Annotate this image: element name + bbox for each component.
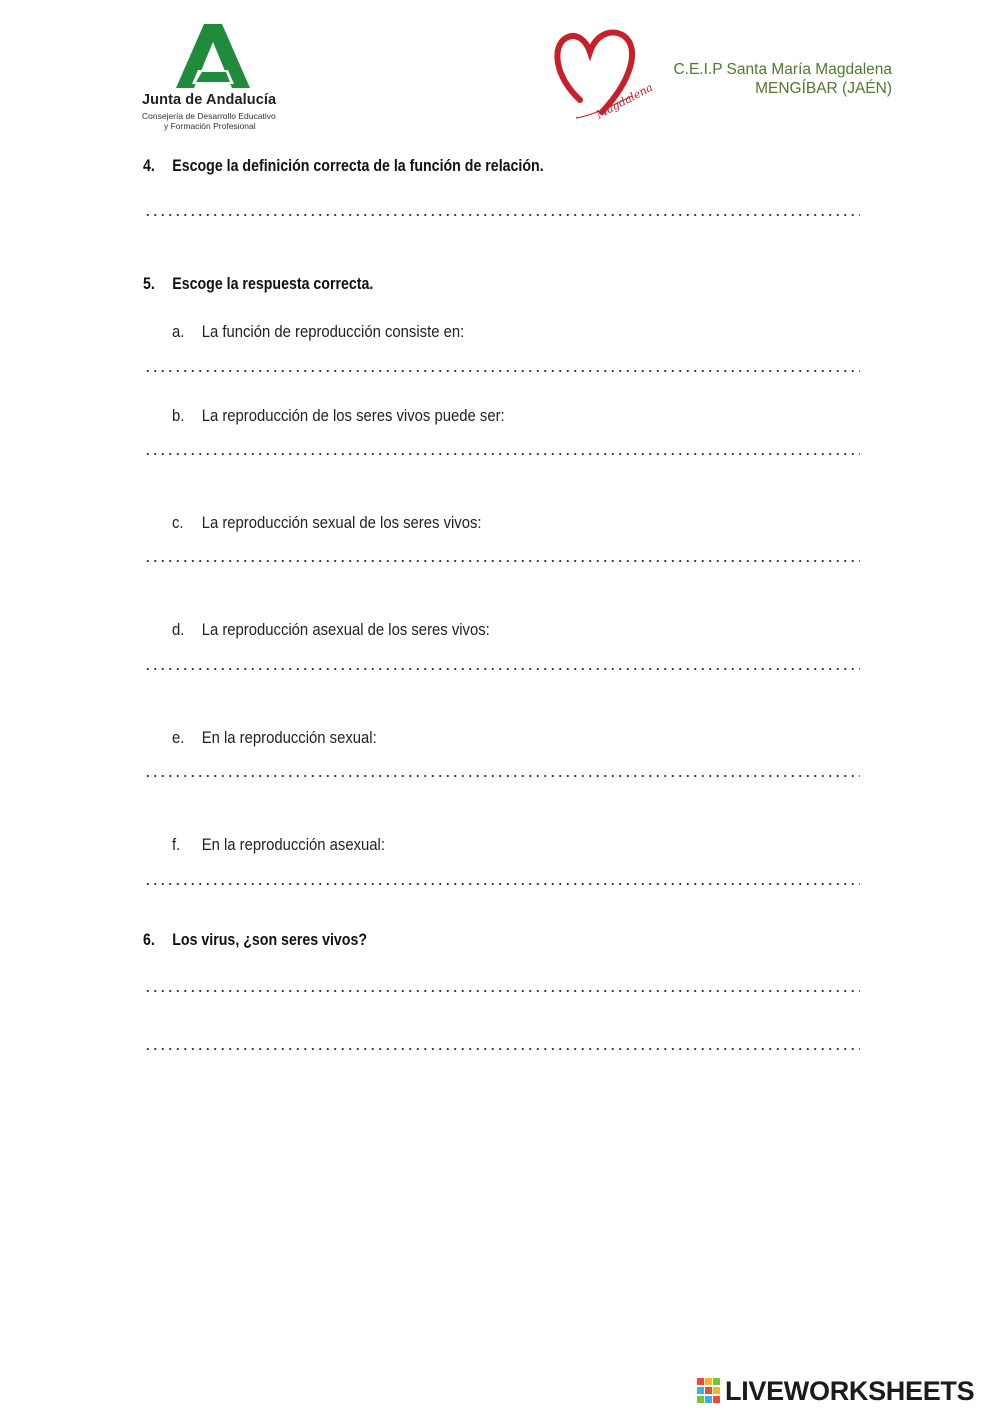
question-number: 4. bbox=[143, 157, 155, 175]
junta-andalucia-a-icon bbox=[176, 24, 250, 88]
question-5c bbox=[172, 514, 482, 533]
item-letter: d. bbox=[172, 621, 185, 639]
junta-andalucia-name: Junta de Andalucía bbox=[142, 92, 277, 108]
item-letter: c. bbox=[172, 514, 184, 532]
answer-line-q5c[interactable] bbox=[144, 558, 860, 564]
question-6 bbox=[143, 931, 367, 950]
school-name bbox=[640, 60, 892, 98]
item-text: La reproducción sexual de los seres vivos: bbox=[201, 514, 482, 532]
answer-line-q6-2[interactable] bbox=[144, 1046, 860, 1052]
item-text: La función de reproducción consiste en: bbox=[201, 323, 465, 341]
junta-andalucia-logo bbox=[140, 24, 300, 134]
question-5e bbox=[172, 729, 377, 748]
item-text: La reproducción asexual de los seres vivos: bbox=[201, 621, 490, 639]
school-name-line1: C.E.I.P Santa María Magdalena bbox=[673, 61, 892, 78]
question-text: Escoge la definición correcta de la función de relación. bbox=[172, 157, 544, 175]
question-5a bbox=[172, 323, 464, 342]
question-5d bbox=[172, 621, 490, 640]
answer-line-q5a[interactable] bbox=[144, 368, 860, 374]
answer-line-q5b[interactable] bbox=[144, 451, 860, 457]
question-5 bbox=[143, 275, 373, 294]
question-text: Escoge la respuesta correcta. bbox=[172, 275, 374, 293]
answer-line-q6-1[interactable] bbox=[144, 988, 860, 994]
junta-andalucia-subtitle-1: Consejería de Desarrollo Educativo bbox=[142, 111, 276, 121]
answer-line-q5d[interactable] bbox=[144, 666, 860, 672]
item-letter: f. bbox=[172, 836, 181, 854]
item-letter: b. bbox=[172, 407, 185, 425]
liveworksheets-brand: LIVEWORKSHEETS bbox=[725, 1376, 975, 1406]
school-logo-script: Magdalena bbox=[593, 80, 655, 122]
question-text: Los virus, ¿son seres vivos? bbox=[172, 931, 368, 949]
question-number: 6. bbox=[143, 931, 155, 949]
question-5b bbox=[172, 407, 505, 426]
answer-line-q5f[interactable] bbox=[144, 881, 860, 887]
item-text: En la reproducción sexual: bbox=[201, 729, 377, 747]
junta-andalucia-subtitle-2: y Formación Profesional bbox=[164, 121, 256, 131]
question-number: 5. bbox=[143, 275, 155, 293]
item-text: La reproducción de los seres vivos puede ser: bbox=[201, 407, 505, 425]
question-4 bbox=[143, 157, 544, 176]
answer-line-q4[interactable] bbox=[144, 212, 860, 218]
school-name-line2: MENGÍBAR (JAÉN) bbox=[755, 80, 892, 97]
liveworksheets-logo bbox=[697, 1376, 975, 1409]
item-text: En la reproducción asexual: bbox=[201, 836, 385, 854]
liveworksheets-grid-icon bbox=[697, 1378, 721, 1404]
answer-line-q5e[interactable] bbox=[144, 773, 860, 779]
school-heart-logo bbox=[550, 26, 655, 126]
item-letter: a. bbox=[172, 323, 185, 341]
item-letter: e. bbox=[172, 729, 185, 747]
question-5f bbox=[172, 836, 385, 855]
